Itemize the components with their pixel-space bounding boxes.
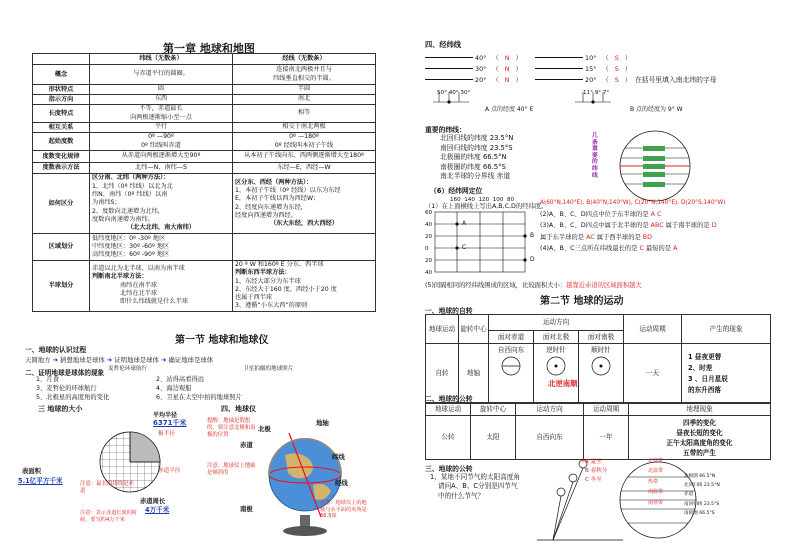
surface-value: 5.1亿平方千米 — [18, 477, 63, 485]
latitude-cell — [90, 234, 233, 261]
latitude-cell — [90, 85, 233, 95]
longitude-cell-line: 南北 — [297, 95, 311, 103]
rot-header-center: 旋转中心 — [459, 315, 489, 344]
zone-label: 南寒带 — [648, 499, 664, 506]
rev-direction: 自西向东 — [516, 416, 584, 460]
rev-period: 一年 — [584, 416, 629, 460]
latitude-cell-line: 赤道以北为北半球、以南为南半球 — [92, 265, 185, 273]
longitude-cell-line: 纬线垂直相交的半圆。 — [273, 74, 335, 82]
grid-point-c — [455, 246, 458, 249]
latlon-pos-label: （6）经纬网定位 — [430, 187, 483, 195]
rev-center: 太阳 — [471, 416, 516, 460]
lat-degree: 10° — [585, 53, 597, 62]
grid-questions: A(60°N,140°E), B(40°N,140°W), C(20°N,140°E), D(20°S,140°W) (2)A、B、C、D四点中位于东半球的是 A C (3)A、B、C、D四点中属于北半球的是 ABC 属于南半球的是 D 属于东半球的是 AC 属于西半球的是 BD (4)A、B、C三点所在纬线最长的是 C 最短的是 A — [540, 198, 730, 254]
process-chain — [25, 355, 213, 364]
col-header-latitude: 纬线（无数条） — [90, 54, 233, 65]
latitude-cell-line: 0º 纬线叫赤道 — [141, 141, 181, 149]
latitude-cell-line: 南纬在南半球 — [120, 281, 158, 289]
latitude-cell-line: （北大北纬，南大南纬） — [126, 224, 196, 232]
latitude-cell-line: 北纬—N，南纬—S — [135, 163, 187, 171]
lat-fill-rows — [425, 52, 522, 85]
lat-fill-row: 15° （ S ） — [535, 63, 631, 74]
latitude-cell-line: 东西 — [154, 95, 168, 103]
process-step: 确证地球是球体 — [168, 356, 214, 364]
rev-effect: 昼夜长短的变化 — [676, 428, 723, 437]
longitude-cell — [233, 163, 376, 174]
sec2-item3: 三、地球的公转 — [425, 465, 473, 473]
important-line: 北回归线的纬度 23.5°N — [440, 134, 514, 142]
rot-sub-north: 面对北极 — [534, 331, 579, 344]
latitude-cell — [90, 174, 233, 234]
important-line: 南北半球的分界线 赤道 — [440, 172, 511, 181]
sec1-item3: 三 地球的大小 — [38, 405, 83, 413]
zone-line-labels — [684, 472, 720, 518]
answers-line: A(60°N,140°E), B(40°N,140°W), C(20°N,140°E), D(20°S,140°W) — [540, 200, 726, 206]
row-label: 相互关系 — [33, 123, 90, 133]
important-line: 南回归线的纬度 23.5°S — [440, 143, 513, 152]
latitude-cell-line: 纬N，南纬（0º 纬线）以南 — [92, 191, 168, 199]
latitude-cell-line: 从赤道向两极逐渐增大至90º — [121, 152, 201, 160]
avg-radius-label: 平均半径 — [153, 412, 178, 419]
point-a-marker — [447, 100, 450, 103]
longitude-cell-line: 1、东经大部分为东半球 — [235, 277, 301, 285]
rotation-equator-icon — [496, 355, 526, 377]
lat-degree: 30° — [475, 64, 487, 73]
sec1-title: 第一节 地球和地球仪 — [175, 335, 269, 346]
lat-answer: N — [504, 64, 510, 73]
equator-label: 赤道周长 — [140, 498, 166, 505]
globe-south-label: 南极 — [240, 505, 253, 513]
phenomenon: 3、麦哲伦的环球航行 — [36, 384, 97, 392]
row-label: 概念 — [33, 65, 90, 85]
arrow-icon: ➜ — [52, 356, 58, 364]
latitude-zones-globe — [600, 126, 720, 206]
longitude-cell-line: 半圆 — [297, 85, 311, 93]
globe-base — [283, 526, 327, 536]
lat-answer: S — [614, 64, 619, 73]
lat-fill-row: 30° （ N ） — [425, 63, 522, 74]
important-lines-list — [440, 134, 513, 182]
longitude-cell-line: 2、经度向东递增为东经， — [235, 203, 307, 211]
season-answers: A 夏至 B 春秋分 C 冬至 — [585, 459, 608, 483]
empty-cell — [233, 234, 376, 261]
lat-instruction: 在括号里填入南北纬的字母 — [635, 76, 717, 84]
revolution-table — [425, 402, 771, 460]
zone-line-label: 南回归线 23.5°S — [684, 501, 720, 507]
point-b-marker — [591, 100, 594, 103]
rot-dir-equator: 自西向东 — [497, 346, 525, 354]
zone-label: 南温带 — [648, 489, 664, 496]
longitude-cell — [233, 65, 376, 85]
lat-degree: 20° — [585, 75, 597, 84]
radius-value: 6371千米 — [153, 419, 187, 427]
latitude-cell-line: 区分南、北纬（两种方法）： — [92, 174, 170, 182]
latitude-cell — [90, 151, 233, 163]
row-label: 半球划分 — [33, 261, 90, 312]
longitude-cell-line: 0º 经线叫本初子午线 — [274, 141, 334, 149]
rev-motion: 公转 — [426, 416, 471, 460]
rev-header-period: 运动周期 — [584, 403, 629, 416]
sec2-item2: 二、地球的公转 — [425, 395, 473, 403]
longitude-cell — [233, 95, 376, 105]
longitude-cell — [233, 174, 376, 234]
q1-text: （1）在上面横线上写出A,B,C,D的经纬度。 — [425, 203, 548, 210]
note-equator-length: 注意：表示赤道长度的时候，要写约4万千米 — [80, 510, 138, 523]
note-equator-longest: 注意：最长的纬线是赤道 — [80, 481, 134, 494]
equator-radius-label: 赤道半径 — [158, 468, 181, 474]
process-note: 麦哲伦环球航行 — [108, 366, 148, 372]
longitude-cell-line: 相交于南北两极 — [282, 123, 326, 131]
longitude-cell-line: 连接南北两极并且与 — [276, 66, 332, 74]
north-south-rule: 北逆南顺 — [548, 379, 578, 388]
earth-cutaway — [130, 432, 160, 462]
grid-point-a — [455, 222, 458, 225]
important-line: 南极圈的纬度 66.5°S — [440, 162, 506, 171]
longitude-cell — [233, 123, 376, 133]
latitude-cell — [90, 261, 233, 312]
rot-motion: 自转 — [426, 344, 459, 404]
zone-line-label: 北回归线 23.5°N — [684, 483, 720, 489]
point-a-lon: A 点的经度 40° E — [485, 106, 534, 113]
latitude-cell — [90, 163, 233, 174]
latitude-cell-line: 高纬度地区：60º -90º 地区 — [92, 251, 170, 259]
row-label: 区域划分 — [33, 234, 90, 261]
grid-point-d — [523, 258, 526, 261]
latitude-cell-line: 度数向南递增为南纬。 — [92, 215, 154, 223]
longitude-cell-line: 东经—E，西经—W — [277, 163, 331, 171]
longitude-cell-line: E，本初子午线以西为西经W； — [235, 195, 320, 203]
latlon-compare-table — [32, 53, 376, 312]
longitude-cell-line: 相等 — [297, 109, 311, 117]
rot-center: 地轴 — [459, 344, 489, 404]
rot-header-motion: 地球运动 — [426, 315, 459, 344]
row-label: 度数表示方法 — [33, 163, 90, 174]
latitude-cell-line: 即什么纬线就是什么半球 — [120, 298, 189, 306]
grid-point-b — [523, 234, 526, 237]
row-label: 长度特点 — [33, 105, 90, 123]
vertical-note: 几条重要的纬线 — [592, 133, 598, 179]
globe-stand — [300, 515, 310, 527]
lat-degree: 20° — [475, 75, 487, 84]
zone-label: 热带 — [648, 478, 659, 485]
latitude-cell-line: 中纬度地区：30º -60º 地区 — [92, 242, 170, 250]
row-label: 度数变化规律 — [33, 151, 90, 163]
lat-answer: S — [614, 75, 619, 84]
lon-a-labels: 50° 40° 30° — [437, 90, 471, 96]
rot-period: 一天 — [624, 344, 682, 404]
surface-label: 表面积 — [22, 468, 41, 475]
rev-header-direction: 运动方向 — [516, 403, 584, 416]
row-label: 如何区分 — [33, 174, 90, 234]
longitude-cell-line: 经度向西递增为西经。 — [235, 211, 297, 219]
row-label: 起始度数 — [33, 133, 90, 151]
globe-lat-label: 纬线 — [332, 453, 345, 461]
longitude-cell-line: 也属于西半球 — [235, 294, 273, 302]
globe-north-label: 北极 — [258, 425, 271, 433]
latitude-cell-line: 1、北纬（0º 纬线）以北为北 — [92, 182, 173, 190]
latitude-cell — [90, 65, 233, 85]
lat-fill-row: 10° （ S ） — [535, 52, 631, 63]
rot-header-direction: 运动方向 — [489, 315, 624, 331]
grid-left-labels: 60 40 20 0 20 40 — [425, 210, 433, 276]
longitude-cell-line: 从本初子午线向东、西两侧逐渐增大至180º — [244, 152, 364, 160]
latitude-cell-line: 0º —90º — [148, 133, 174, 141]
longitude-cell — [233, 151, 376, 163]
sec1-item2: 二、证明地球是球体的现象 — [25, 369, 105, 377]
process-step: 证明地球是球体 — [114, 356, 159, 364]
polar-radius-label: 极半径 — [158, 431, 175, 437]
latitude-cell-line: 北纬在北半球 — [120, 290, 158, 298]
longitude-cell-line: 判断东西半球方法： — [235, 269, 291, 277]
longitude-cell — [233, 105, 376, 123]
latitude-cell — [90, 95, 233, 105]
longitude-cell-line: 1、本初子午线（0º 经线）以东为东经 — [235, 186, 341, 194]
rot-effect: 3 、日月星辰 — [688, 374, 728, 383]
rev-effect: 五带的产生 — [683, 448, 716, 457]
longitude-cell — [233, 133, 376, 151]
lat-degree: 40° — [475, 53, 487, 62]
latitude-cell-line: 向两极逐渐缩小至一点 — [130, 113, 192, 121]
row-label: 形状特点 — [33, 85, 90, 95]
phenomenon: 5、北极星的高度角的变化 — [36, 393, 110, 401]
rev-effect: 正午太阳高度角的变化 — [666, 438, 733, 447]
sec4-title: 四、经纬线 — [425, 40, 461, 49]
lat-answer: N — [504, 53, 510, 62]
rot-effect: 的东升西落 — [688, 385, 721, 394]
latitude-cell-line: 圆 — [157, 85, 165, 93]
equator-value: 4万千米 — [145, 506, 170, 514]
lat-degree: 15° — [585, 64, 597, 73]
col-header-longitude: 经线（无数条） — [233, 54, 376, 65]
grid-label-d: D — [530, 256, 535, 263]
longitude-cell-line: 2、东经大于160 度，西经小于20 度 — [235, 285, 337, 293]
rot-dir-south: 顺时针 — [591, 346, 611, 354]
latitude-cell — [90, 133, 233, 151]
lat-answer: N — [504, 75, 510, 84]
lon-b-labels: 11° 9° 7° — [583, 90, 610, 96]
sec2-title: 第二节 地球的运动 — [540, 296, 624, 307]
rot-header-effects: 产生的现象 — [682, 315, 771, 344]
globe-note1: 提醒：地轴是假想的，要注意北极和南极的位置 — [207, 418, 256, 438]
lat-fill-row: 40° （ N ） — [425, 52, 522, 63]
longitude-cell-line: （东大东经，西大西经） — [269, 220, 339, 228]
phenomena-list — [36, 376, 276, 402]
latitude-cell-line: 判断南北半球方法： — [92, 273, 148, 281]
process-step: 猜想地球是球体 — [60, 356, 105, 364]
phenomenon: 2、站得高看得远 — [156, 376, 205, 383]
q5-text: (5)间隔相同的经纬线围成的区域，比较面积大小：越靠近赤道的区域面积越大 — [425, 282, 642, 289]
rev-header-effects: 地理现象 — [629, 403, 771, 416]
globe-note3: 注意：地球仪上的地轴与水平面的夹角是66.5度 — [320, 500, 367, 520]
row-label: 指示方向 — [33, 95, 90, 105]
process-note: 卫星拍摄的地球照片 — [243, 366, 294, 372]
rot-effect: 1 昼夜更替 — [688, 352, 722, 361]
counterclockwise-icon — [541, 355, 571, 377]
grid-label-c: C — [462, 244, 467, 251]
rot-sub-south: 面对南极 — [579, 331, 624, 344]
rot-header-period: 运动周期 — [624, 315, 682, 344]
latitude-cell-line: 平行 — [154, 123, 168, 131]
latitude-cell-line: 低纬度地区：0º -30º 地区 — [92, 234, 166, 242]
globe-lon-label: 经线 — [335, 479, 348, 487]
s-fill-rows — [535, 52, 631, 85]
clockwise-icon — [586, 355, 616, 377]
longitude-cell — [233, 85, 376, 95]
arrow-icon: ➜ — [106, 356, 113, 364]
globe-note2: 注意：地球仪上地轴是倾斜的 — [207, 463, 256, 476]
rev-header-center: 旋转中心 — [471, 403, 516, 416]
rot-dir-north: 逆时针 — [546, 346, 566, 354]
zone-line-label: 北极圈 66.5°N — [684, 474, 716, 479]
phenomenon: 4、海边观船 — [156, 384, 192, 392]
rotation-table — [425, 314, 771, 404]
latitude-cell — [90, 105, 233, 123]
globe-equator-label: 赤道 — [240, 441, 253, 449]
latlon-grid — [425, 200, 540, 280]
rot-sub-equator: 面对赤道 — [489, 331, 534, 344]
lat-fill-row: 20° （ S ） — [535, 74, 631, 85]
lat-fill-row: 20° （ N ） — [425, 74, 522, 85]
phenomenon: 6、卫星在太空中拍的地球照片 — [156, 393, 242, 401]
longitude-cell-line: 区分东、西经（两种方法）： — [235, 178, 313, 186]
rev-effect: 四季的变化 — [683, 418, 716, 427]
arrow-icon: ➜ — [160, 356, 167, 364]
longitude-cell-line: 0º —180º — [289, 133, 319, 141]
rev-header-motion: 地球运动 — [426, 403, 471, 416]
chapter-title: 第一章 地球和地图 — [163, 42, 255, 55]
zone-label: 北温带 — [648, 468, 664, 475]
longitude-cell-line: 20 º W 和160º E 分东、西半球 — [235, 261, 324, 268]
zone-list — [648, 458, 663, 507]
latitude-cell — [90, 123, 233, 133]
longitude-cell-line: 3、遵循“小东大西”的原则 — [235, 302, 308, 310]
sec2-item1: 一、地球的自转 — [425, 307, 473, 315]
zone-label: 北寒带 — [648, 458, 664, 464]
grid-label-b: B — [530, 232, 535, 239]
sun-angle-diagram — [535, 456, 625, 546]
zone-line-label: 赤道 — [684, 492, 694, 498]
important-line: 北极圈的纬度 66.5°N — [440, 153, 507, 162]
sec1-item4: 四、地球仪 — [221, 405, 256, 413]
sun-angle-question: 1、某地不同节气的太阳高度角 请问A、B、C分别是四节气 中的什么节气？ — [430, 473, 520, 500]
rot-effect: 2、时差 — [688, 363, 713, 372]
important-lines-title: 重要的纬线： — [425, 126, 466, 134]
phenomenon: 1、月食 — [36, 376, 59, 383]
longitude-cell — [233, 261, 376, 312]
point-b-lon: B 点的经度为 9° W — [630, 106, 683, 113]
sec1-item1: 一、地球的认识过程 — [25, 346, 87, 354]
latitude-cell-line: 为南纬S； — [92, 199, 121, 207]
grid-label-a: A — [462, 220, 467, 227]
lat-answer: S — [614, 53, 619, 62]
latitude-cell-line: 与赤道平行的圆圈。 — [133, 70, 189, 78]
zone-line-label: 南极圈 66.5°S — [684, 510, 715, 516]
grid-top-labels: 160 140 120 100 80 — [450, 197, 515, 203]
latitude-cell-line: 不等，赤道最长 — [139, 105, 183, 113]
process-step: 天圆地方 — [25, 356, 51, 364]
latitude-cell-line: 2、度数向北递增为北纬， — [92, 207, 164, 215]
globe-axis-label: 地轴 — [316, 419, 329, 427]
